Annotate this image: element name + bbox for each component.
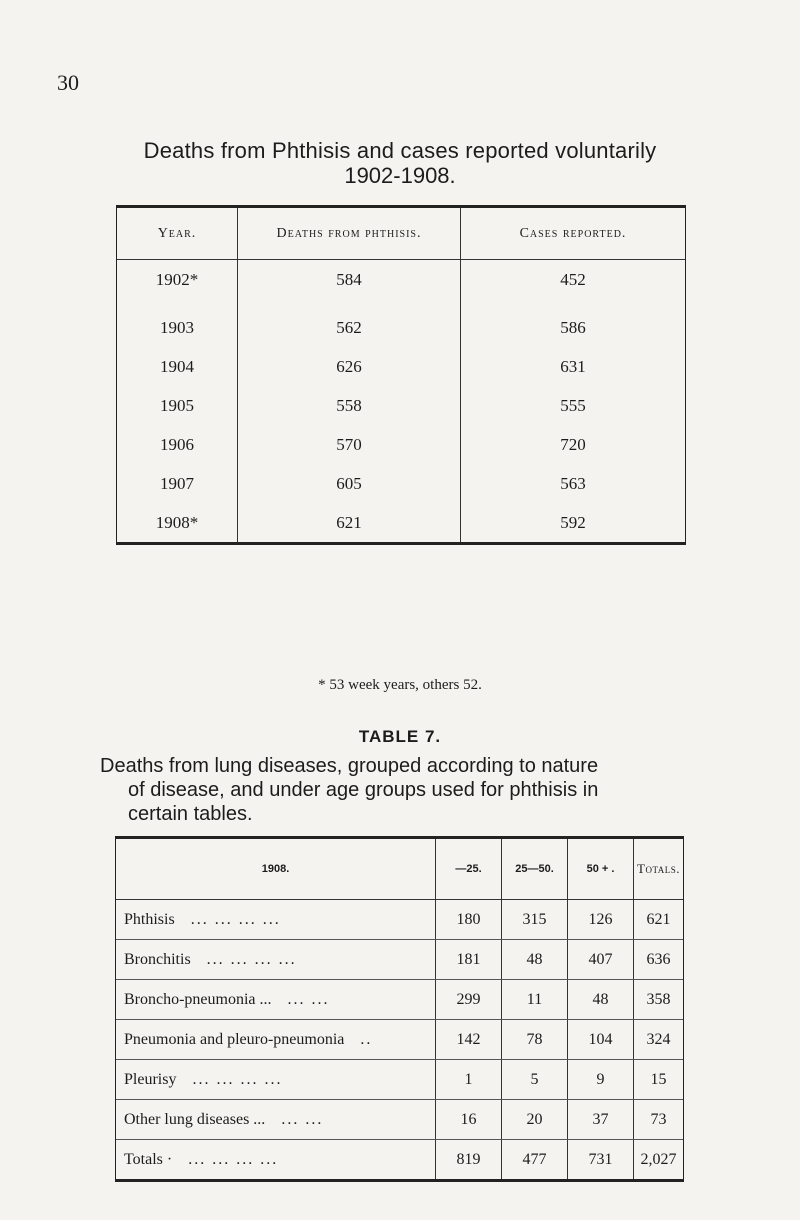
value-cell: 5 — [502, 1060, 568, 1100]
column-header-cases: Cases reported. — [461, 208, 686, 260]
disease-label-cell — [116, 1060, 436, 1100]
table-description — [100, 754, 720, 826]
leader-dots: ... ... — [281, 1110, 324, 1128]
leader-dots: ... ... ... ... — [188, 1150, 279, 1168]
disease-label-cell — [116, 940, 436, 980]
value-cell: 20 — [502, 1100, 568, 1140]
leader-dots: ... ... ... ... — [206, 950, 297, 968]
value-cell: 819 — [436, 1140, 502, 1180]
description-line: certain tables. — [128, 803, 253, 825]
value-cell: 48 — [568, 980, 634, 1020]
value-cell: 16 — [436, 1100, 502, 1140]
value-cell: 9 — [568, 1060, 634, 1100]
column-header-50-plus: 50 + . — [568, 839, 634, 900]
disease-name: Pneumonia and pleuro-pneumonia — [124, 1030, 345, 1048]
disease-name: Broncho-pneumonia ... — [124, 990, 272, 1008]
description-line: of disease, and under age groups used for phthisis in — [128, 779, 599, 801]
table-header-row — [117, 208, 685, 260]
column-header-year: 1908. — [116, 839, 436, 900]
column-header-totals: Totals. — [634, 839, 684, 900]
deaths-cell: 562 — [238, 299, 461, 347]
phthisis-deaths-table — [116, 205, 686, 545]
deaths-cell: 605 — [238, 464, 461, 503]
value-cell: 315 — [502, 900, 568, 940]
disease-name: Bronchitis — [124, 950, 191, 968]
column-header-deaths: Deaths from phthisis. — [238, 208, 461, 260]
table-row — [116, 1100, 683, 1140]
table-row — [117, 299, 685, 347]
value-cell: 142 — [436, 1020, 502, 1060]
disease-name: Other lung diseases ... — [124, 1110, 266, 1128]
grand-total-cell: 2,027 — [634, 1140, 684, 1180]
value-cell: 78 — [502, 1020, 568, 1060]
table-row — [117, 386, 685, 425]
total-cell: 358 — [634, 980, 684, 1020]
total-cell: 324 — [634, 1020, 684, 1060]
deaths-cell: 626 — [238, 347, 461, 386]
year-cell: 1907 — [160, 473, 194, 493]
deaths-cell: 584 — [238, 260, 461, 300]
footnote: * 53 week years, others 52. — [318, 677, 482, 693]
disease-label-cell — [116, 1100, 436, 1140]
table-row — [116, 980, 683, 1020]
cases-cell: 563 — [461, 464, 686, 503]
page-number: 30 — [57, 70, 79, 95]
disease-label-cell — [116, 900, 436, 940]
year-cell: 1904 — [160, 356, 194, 376]
table-row — [116, 1060, 683, 1100]
value-cell: 407 — [568, 940, 634, 980]
leader-dots: ... ... ... ... — [192, 1070, 283, 1088]
total-cell: 636 — [634, 940, 684, 980]
table-row — [117, 464, 685, 503]
cases-cell: 452 — [461, 260, 686, 300]
value-cell: 48 — [502, 940, 568, 980]
year-cell: 1906 — [160, 434, 194, 454]
total-cell: 621 — [634, 900, 684, 940]
cases-cell: 555 — [461, 386, 686, 425]
table-row — [116, 940, 683, 980]
value-cell: 731 — [568, 1140, 634, 1180]
disease-label-cell — [116, 1140, 436, 1180]
table-row — [117, 347, 685, 386]
lung-disease-deaths-table — [115, 836, 684, 1182]
leader-dots: .. — [360, 1030, 373, 1048]
value-cell: 1 — [436, 1060, 502, 1100]
year-cell: 1905 — [160, 395, 194, 415]
column-header-year: Year. — [117, 208, 238, 260]
value-cell: 181 — [436, 940, 502, 980]
cases-cell: 586 — [461, 299, 686, 347]
year-cell: 1902* — [155, 269, 199, 289]
value-cell: 180 — [436, 900, 502, 940]
deaths-cell: 558 — [238, 386, 461, 425]
table-row — [117, 425, 685, 464]
value-cell: 37 — [568, 1100, 634, 1140]
page-title: Deaths from Phthisis and cases reported voluntarily — [143, 138, 657, 163]
table-row — [117, 260, 685, 300]
cases-cell: 631 — [461, 347, 686, 386]
leader-dots: ... ... ... ... — [190, 910, 281, 928]
value-cell: 11 — [502, 980, 568, 1020]
total-cell: 73 — [634, 1100, 684, 1140]
disease-label-cell — [116, 980, 436, 1020]
table-label: TABLE 7. — [358, 727, 442, 746]
table-row-totals — [116, 1140, 683, 1180]
totals-label: Totals · — [124, 1150, 173, 1168]
year-cell: 1903 — [160, 317, 194, 337]
table-row — [116, 1020, 683, 1060]
leader-dots: ... ... — [287, 990, 330, 1008]
value-cell: 477 — [502, 1140, 568, 1180]
table-row — [116, 900, 683, 940]
disease-name: Phthisis — [124, 910, 175, 928]
column-header-under-25: —25. — [436, 839, 502, 900]
cases-cell: 720 — [461, 425, 686, 464]
value-cell: 104 — [568, 1020, 634, 1060]
value-cell: 299 — [436, 980, 502, 1020]
total-cell: 15 — [634, 1060, 684, 1100]
deaths-cell: 621 — [238, 503, 461, 542]
value-cell: 126 — [568, 900, 634, 940]
column-header-25-50: 25—50. — [502, 839, 568, 900]
cases-cell: 592 — [461, 503, 686, 542]
description-line: Deaths from lung diseases, grouped according to nature — [100, 755, 599, 777]
table-header-row — [116, 839, 683, 900]
disease-label-cell — [116, 1020, 436, 1060]
deaths-cell: 570 — [238, 425, 461, 464]
disease-name: Pleurisy — [124, 1070, 177, 1088]
year-cell: 1908* — [155, 512, 199, 532]
page-subtitle-years: 1902-1908. — [344, 163, 456, 188]
table-row — [117, 503, 685, 542]
